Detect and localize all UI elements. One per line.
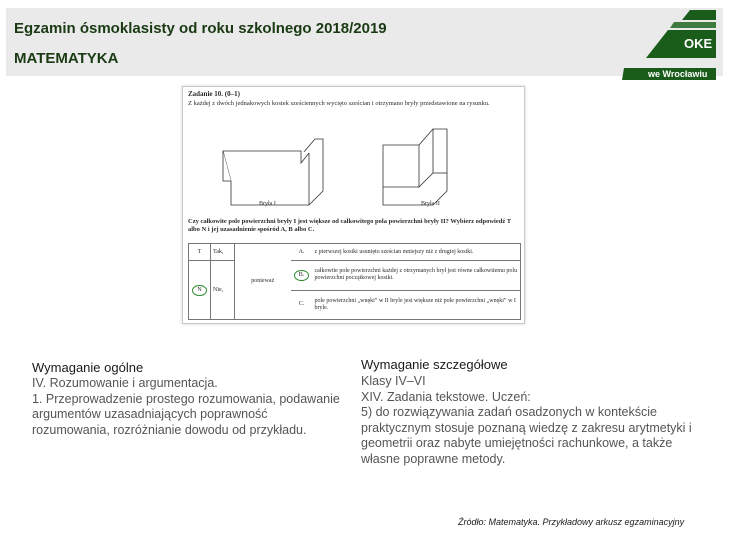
solid-1-label: Bryła I bbox=[259, 201, 276, 207]
option-word-n: Nie, bbox=[211, 261, 235, 320]
page-title: Egzamin ósmoklasisty od roku szkolnego 2018/2019 bbox=[14, 20, 387, 37]
task-question: Z każdej z dwóch jednakowych kostek sześciennych wycięto sześcian i otrzymano bryły przedstawione na rysunku. bbox=[188, 100, 490, 107]
logo-city: we Wrocławiu bbox=[648, 69, 708, 79]
specific-line: Klasy IV–VI bbox=[361, 374, 426, 388]
oke-logo bbox=[620, 8, 720, 80]
connector-word: ponieważ bbox=[235, 244, 291, 320]
task-figure bbox=[182, 86, 525, 324]
task-instruction: Czy całkowite pole powierzchni bryły I jest większe od całkowitego pola powierzchni bryły II? Wybierz odpowiedź T albo N i jej uzasadnienie spośród A, B albo C. bbox=[188, 218, 511, 233]
option-letter-t[interactable]: T bbox=[189, 244, 211, 261]
option-word-t: Tak, bbox=[211, 244, 235, 261]
logo-name: OKE bbox=[684, 36, 713, 51]
solid-1-drawing bbox=[223, 139, 323, 205]
solid-2-label: Bryła II bbox=[421, 201, 440, 207]
general-line: IV. Rozumowanie i argumentacja. bbox=[32, 376, 218, 390]
source-note: Źródło: Matematyka. Przykładowy arkusz egzaminacyjny bbox=[458, 517, 685, 527]
reason-letter-c[interactable]: C. bbox=[291, 290, 313, 319]
specific-line: 5) do rozwiązywania zadań osadzonych w kontekście praktycznym stosuje poznaną wiedzę z zakresu arytmetyki i geometrii oraz nabyte umiejętności rachunkowe, a także własne poprawne metody. bbox=[361, 405, 692, 466]
specific-requirement-heading: Wymaganie szczegółowe bbox=[361, 357, 508, 372]
general-line: 1. Przeprowadzenie prostego rozumowania, podawanie argumentów uzasadniających poprawność rozumowania, rozróżnianie dowodu od przykładu. bbox=[32, 391, 340, 437]
selected-reason-mark: B. bbox=[294, 270, 310, 281]
general-requirement-text bbox=[32, 376, 342, 438]
solid-2-drawing bbox=[383, 129, 447, 205]
task-heading: Zadanie 10. (0–1) bbox=[188, 90, 240, 98]
reason-text-a: z pierwszej kostki usunięto sześcian mniejszy niż z drugiej kostki. bbox=[313, 244, 521, 261]
specific-requirement-text bbox=[361, 374, 701, 467]
reason-text-c: pole powierzchni „wnęki” w II bryle jest większe niż pole powierzchni „wnęki” w I bryle. bbox=[313, 290, 521, 319]
answer-table bbox=[188, 243, 521, 320]
specific-line: XIV. Zadania tekstowe. Uczeń: bbox=[361, 389, 531, 404]
reason-letter-a[interactable]: A. bbox=[291, 244, 313, 261]
reason-letter-b[interactable] bbox=[291, 261, 313, 290]
reason-text-b: całkowite pole powierzchni każdej z otrzymanych brył jest równe całkowitemu polu powierzchni początkowej kostki. bbox=[313, 261, 521, 290]
subject-title: MATEMATYKA bbox=[14, 50, 119, 67]
option-letter-n[interactable] bbox=[189, 261, 211, 320]
general-requirement-heading: Wymaganie ogólne bbox=[32, 360, 144, 375]
selected-option-mark: N bbox=[192, 285, 206, 296]
solids-drawing bbox=[183, 121, 524, 211]
